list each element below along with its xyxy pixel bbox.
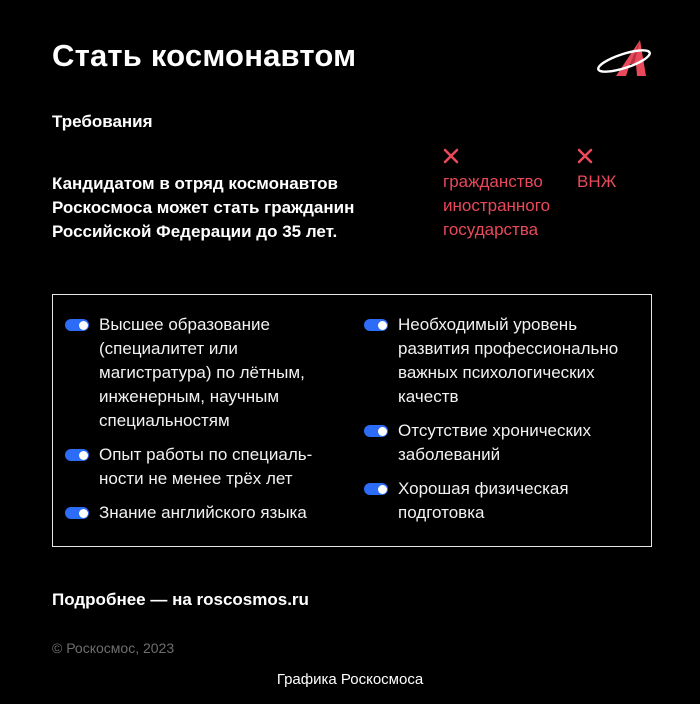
toggle-on-icon	[65, 449, 89, 461]
requirement-item	[364, 419, 649, 467]
requirement-text: Хорошая физическая подготовка	[398, 479, 569, 522]
requirement-text: Необходимый уровень развития профессионально важных психологических качеств	[398, 315, 619, 406]
requirement-item	[65, 501, 355, 525]
requirement-item	[364, 477, 649, 525]
toggle-on-icon	[65, 507, 89, 519]
requirements-box	[52, 294, 652, 547]
requirement-item	[364, 313, 649, 409]
requirements-column-right	[364, 313, 649, 535]
cross-icon	[443, 148, 459, 164]
toggle-on-icon	[65, 319, 89, 331]
requirement-text: Отсутствие хронических заболеваний	[398, 421, 591, 464]
roscosmos-logo-icon	[596, 38, 654, 78]
exclusion-item	[443, 148, 573, 242]
toggle-on-icon	[364, 483, 388, 495]
toggle-on-icon	[364, 425, 388, 437]
image-caption: Графика Роскосмоса	[276, 671, 424, 688]
page-title: Стать космонавтом	[52, 38, 357, 73]
exclusion-item	[577, 148, 637, 194]
copyright-text: © Роскосмос, 2023	[52, 640, 175, 656]
exclusion-label: ВНЖ	[577, 172, 617, 191]
intro-text: Кандидатом в отряд космонавтов Роскосмоса может стать гражданин Российской Федерации до 35 лет.	[52, 174, 355, 241]
more-info-link[interactable]: Подробнее — на roscosmos.ru	[52, 590, 309, 609]
requirement-text: Знание английского языка	[99, 503, 307, 522]
requirement-item	[65, 443, 355, 491]
requirement-item	[65, 313, 355, 433]
toggle-on-icon	[364, 319, 388, 331]
cross-icon	[577, 148, 593, 164]
requirement-text: Высшее образование (специалитет или магистратура) по лётным, инженерным, научным специальностям	[99, 315, 305, 430]
section-title: Требования	[52, 112, 153, 131]
requirements-column-left	[65, 313, 355, 535]
exclusion-label: гражданство иностранного государства	[443, 172, 551, 239]
requirement-text: Опыт работы по специаль-ности не менее трёх лет	[99, 445, 313, 488]
